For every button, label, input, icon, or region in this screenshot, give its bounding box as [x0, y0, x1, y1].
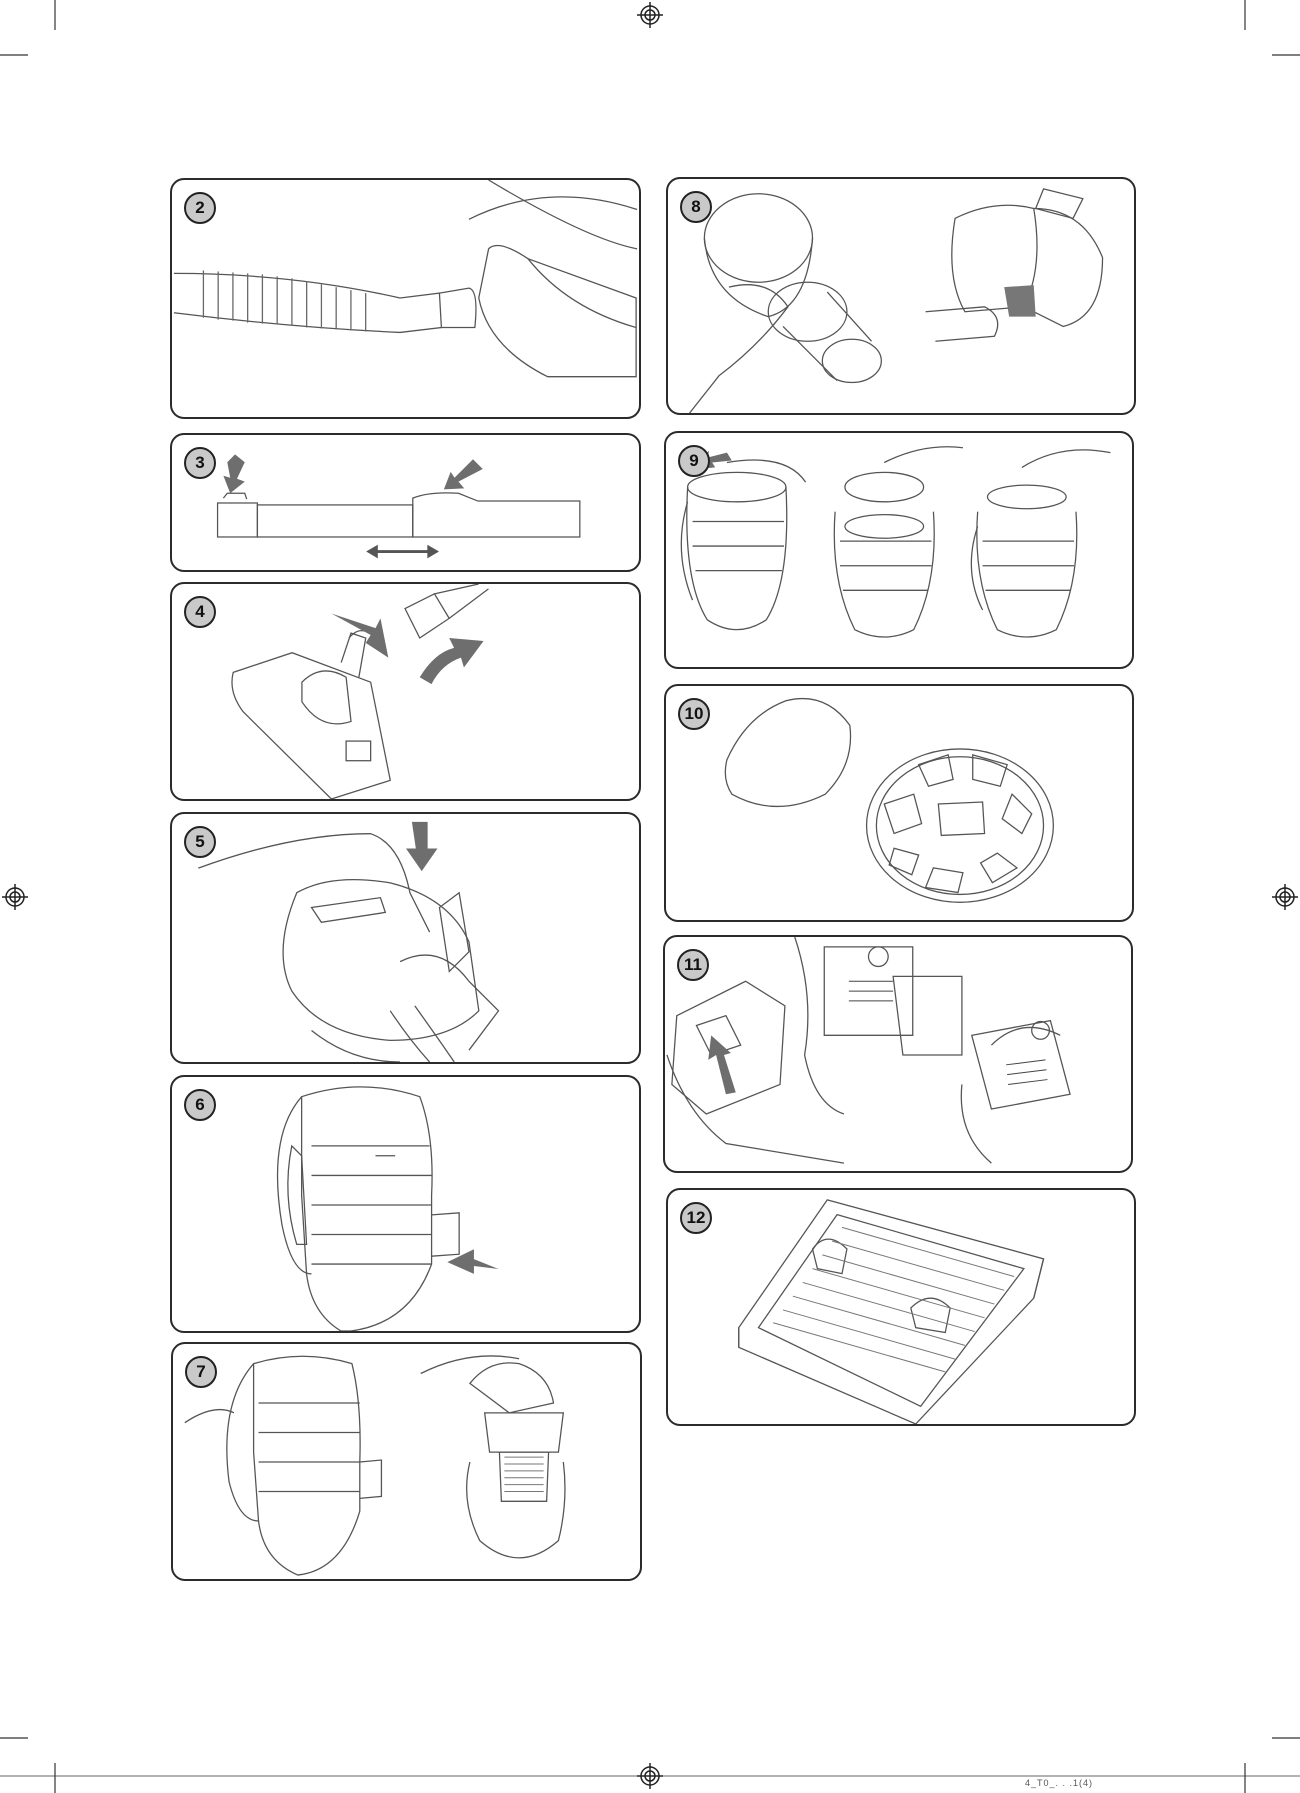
step-panel-9 — [664, 431, 1134, 669]
step-number-badge: 5 — [184, 826, 216, 858]
step-panel-3 — [170, 433, 641, 572]
step-panel-12 — [666, 1188, 1136, 1426]
press-arrow — [447, 1249, 498, 1274]
step-number-badge: 8 — [680, 191, 712, 223]
step-panel-2 — [170, 178, 641, 419]
step-panel-8 — [666, 177, 1136, 415]
step-number-badge: 3 — [184, 447, 216, 479]
press-arrow — [406, 822, 437, 871]
filter-lid-illustration — [666, 433, 1132, 667]
container-release-illustration — [172, 814, 639, 1062]
step-number-badge: 4 — [184, 596, 216, 628]
step-number-badge: 12 — [680, 1202, 712, 1234]
tube-illustration — [172, 435, 639, 570]
step-panel-10 — [664, 684, 1134, 922]
hepa-filter-illustration — [668, 1190, 1134, 1424]
dust-container-illustration — [172, 1077, 639, 1331]
step-panel-5 — [170, 812, 641, 1064]
step-number-badge: 11 — [677, 949, 709, 981]
step-number-badge: 9 — [678, 445, 710, 477]
registration-mark-top — [637, 2, 663, 28]
press-arrow — [223, 454, 244, 493]
hose-illustration — [172, 180, 639, 417]
step-panel-6 — [170, 1075, 641, 1333]
exhaust-filter-illustration — [665, 937, 1131, 1171]
container-view — [834, 472, 934, 637]
step-number-badge: 7 — [185, 1356, 217, 1388]
cyclone-filter-illustration — [668, 179, 1134, 413]
step-number-badge: 10 — [678, 698, 710, 730]
step-panel-11 — [663, 935, 1133, 1173]
print-code: 4_T0_. . .1(4) — [1025, 1778, 1094, 1788]
step-panel-7 — [171, 1342, 642, 1581]
step-number-badge: 2 — [184, 192, 216, 224]
container-view — [681, 472, 786, 629]
container-open-illustration — [173, 1344, 640, 1579]
nozzle-illustration — [172, 584, 639, 799]
registration-mark-right — [1272, 884, 1298, 910]
press-arrow — [444, 459, 483, 489]
lift-arrow — [708, 1035, 736, 1094]
container-view — [971, 485, 1076, 637]
lift-arrow — [420, 638, 484, 684]
filter-sponge-illustration — [666, 686, 1132, 920]
registration-mark-left — [2, 884, 28, 910]
registration-mark-bottom — [637, 1763, 663, 1789]
step-number-badge: 6 — [184, 1089, 216, 1121]
step-panel-4 — [170, 582, 641, 801]
